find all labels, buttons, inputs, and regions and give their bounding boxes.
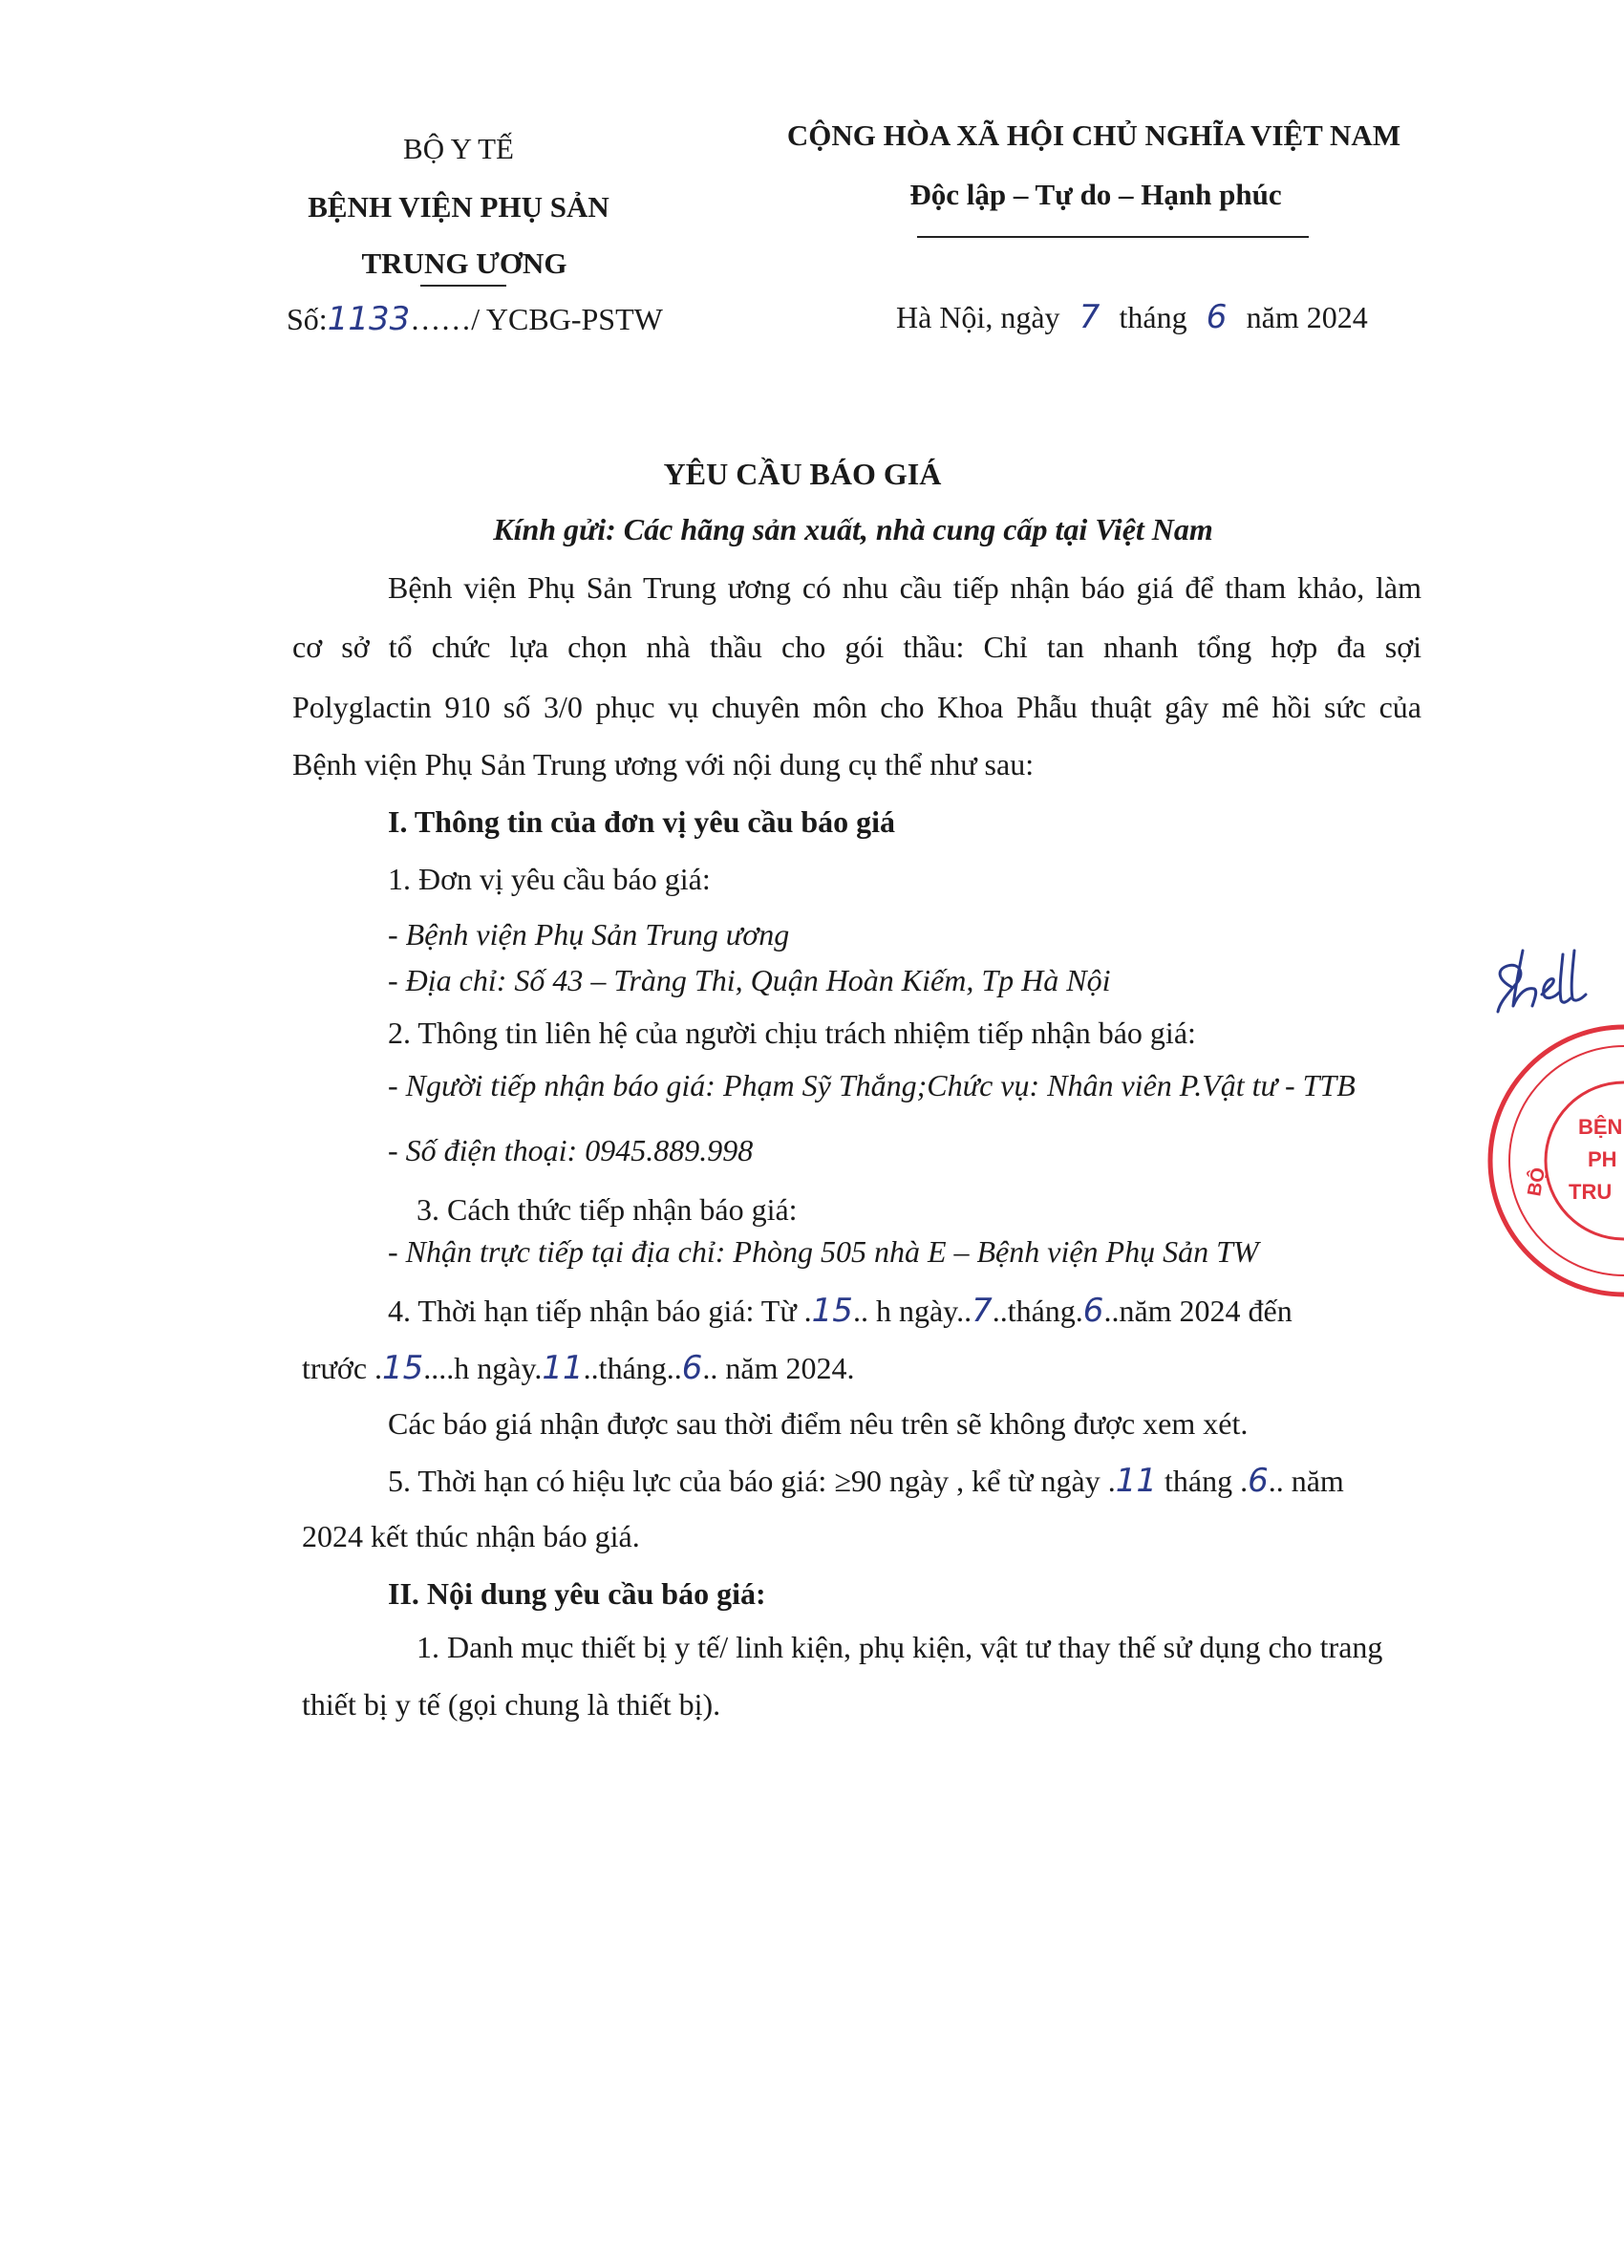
section-2-heading: II. Nội dung yêu cầu báo giá: [388, 1576, 766, 1611]
unit-address: - Địa chỉ: Số 43 – Tràng Thi, Quận Hoàn Kiếm, Tp Hà Nội [388, 963, 1111, 997]
stamp-text-line-3: TRU [1569, 1180, 1613, 1204]
official-stamp [1471, 1017, 1624, 1304]
motto-underline [917, 236, 1309, 238]
issue-date [896, 298, 1368, 336]
late-submission-note: Các báo giá nhận được sau thời điểm nêu trên sẽ không được xem xét. [388, 1406, 1249, 1441]
ministry-name: BỘ Y TẾ [403, 132, 514, 165]
hospital-name-line1: BỆNH VIỆN PHỤ SẢN [308, 190, 609, 224]
contact-phone: - Số điện thoại: 0945.889.998 [388, 1133, 754, 1167]
from-day-label: h ngày [875, 1294, 957, 1328]
header-left-underline [420, 285, 506, 287]
intro-line-3: Polyglactin 910 số 3/0 phục vụ chuyên môn cho Khoa Phẫu thuật gây mê hồi sức của [292, 690, 1421, 724]
requesting-unit: - Bệnh viện Phụ Sản Trung ương [388, 917, 790, 952]
signature-graphic [1490, 931, 1595, 1022]
hospital-name-line2: TRUNG ƯƠNG [361, 246, 567, 280]
date-year: năm 2024 [1246, 300, 1368, 334]
document-number [287, 300, 663, 338]
intro-line-1: Bệnh viện Phụ Sản Trung ương có nhu cầu tiếp nhận báo giá để tham khảo, làm [388, 570, 1421, 605]
from-day: 7 [972, 1292, 993, 1330]
intro-line-4: Bệnh viện Phụ Sản Trung ương với nội dung cụ thể như sau: [292, 747, 1035, 781]
section-1-item-3: 3. Cách thức tiếp nhận báo giá: [417, 1192, 798, 1227]
section-1-item-2: 2. Thông tin liên hệ của người chịu trách nhiệm tiếp nhận báo giá: [388, 1016, 1196, 1050]
from-hour: 15 [811, 1292, 853, 1330]
document-title: YÊU CẦU BÁO GIÁ [663, 457, 942, 491]
country-name: CỘNG HÒA XÃ HỘI CHỦ NGHĨA VIỆT NAM [786, 118, 1401, 152]
from-month-label: tháng [1007, 1294, 1076, 1328]
validity-label: 5. Thời hạn có hiệu lực của báo giá: ≥90 ngày , kể từ ngày [388, 1464, 1100, 1498]
section-2-item-1-line-2: thiết bị y tế (gọi chung là thiết bị). [302, 1687, 721, 1722]
national-motto: Độc lập – Tự do – Hạnh phúc [909, 178, 1282, 211]
to-day: 11 [542, 1349, 584, 1387]
stamp-text-line-1: BỆN [1578, 1115, 1623, 1139]
date-month: 6 [1206, 298, 1228, 336]
from-year-label: năm 2024 đến [1119, 1294, 1293, 1328]
stamp-text-line-2: PH [1588, 1147, 1617, 1171]
intro-line-2: cơ sở tổ chức lựa chọn nhà thầu cho gói thầu: Chỉ tan nhanh tổng hợp đa sợi [292, 630, 1421, 664]
section-1-item-5-line-1: 5. Thời hạn có hiệu lực của báo giá: ≥90 ngày , kể từ ngày .11 tháng .6.. năm [388, 1462, 1344, 1500]
stamp-side-text: BỘ [1524, 1166, 1550, 1198]
from-month: 6 [1082, 1292, 1104, 1330]
to-hour: 15 [382, 1349, 424, 1387]
section-1-item-1: 1. Đơn vị yêu cầu báo giá: [388, 862, 711, 896]
date-month-label: tháng [1119, 300, 1187, 334]
validity-month: 6 [1248, 1462, 1269, 1500]
doc-no-prefix: Số: [287, 302, 328, 336]
to-year-label: năm 2024. [725, 1351, 855, 1385]
to-day-label: h ngày [454, 1351, 535, 1385]
contact-person: - Người tiếp nhận báo giá: Phạm Sỹ Thắng;Chức vụ: Nhân viên P.Vật tư - TTB [388, 1068, 1356, 1102]
deadline-before-label: trước [302, 1351, 368, 1385]
section-1-item-4-line-2: trước .15....h ngày.11..tháng..6.. năm 2024. [302, 1349, 855, 1387]
to-month-label: tháng [598, 1351, 667, 1385]
receiving-method: - Nhận trực tiếp tại địa chỉ: Phòng 505 nhà E – Bệnh viện Phụ Sản TW [388, 1234, 1259, 1269]
to-month: 6 [681, 1349, 703, 1387]
doc-no-handwritten: 1133 [327, 300, 411, 338]
section-1-item-4-line-1: 4. Thời hạn tiếp nhận báo giá: Từ .15.. h ngày..7..tháng.6..năm 2024 đến [388, 1292, 1293, 1330]
doc-no-suffix: / YCBG-PSTW [471, 302, 663, 336]
validity-year-label: năm [1291, 1464, 1344, 1498]
recipient-line: Kính gửi: Các hãng sản xuất, nhà cung cấp tại Việt Nam [493, 512, 1213, 546]
validity-month-label: tháng [1164, 1464, 1233, 1498]
section-2-item-1-line-1: 1. Danh mục thiết bị y tế/ linh kiện, phụ kiện, vật tư thay thế sử dụng cho trang [417, 1630, 1383, 1664]
date-prefix: Hà Nội, ngày [896, 300, 1060, 334]
deadline-from-label: 4. Thời hạn tiếp nhận báo giá: Từ [388, 1294, 797, 1328]
section-1-heading: I. Thông tin của đơn vị yêu cầu báo giá [388, 804, 896, 839]
validity-day: 11 [1115, 1462, 1157, 1500]
doc-no-dots: …… [410, 302, 472, 336]
date-day: 7 [1079, 298, 1100, 336]
section-1-item-5-line-2: 2024 kết thúc nhận báo giá. [302, 1519, 640, 1553]
stamp-graphic [1481, 1017, 1624, 1304]
